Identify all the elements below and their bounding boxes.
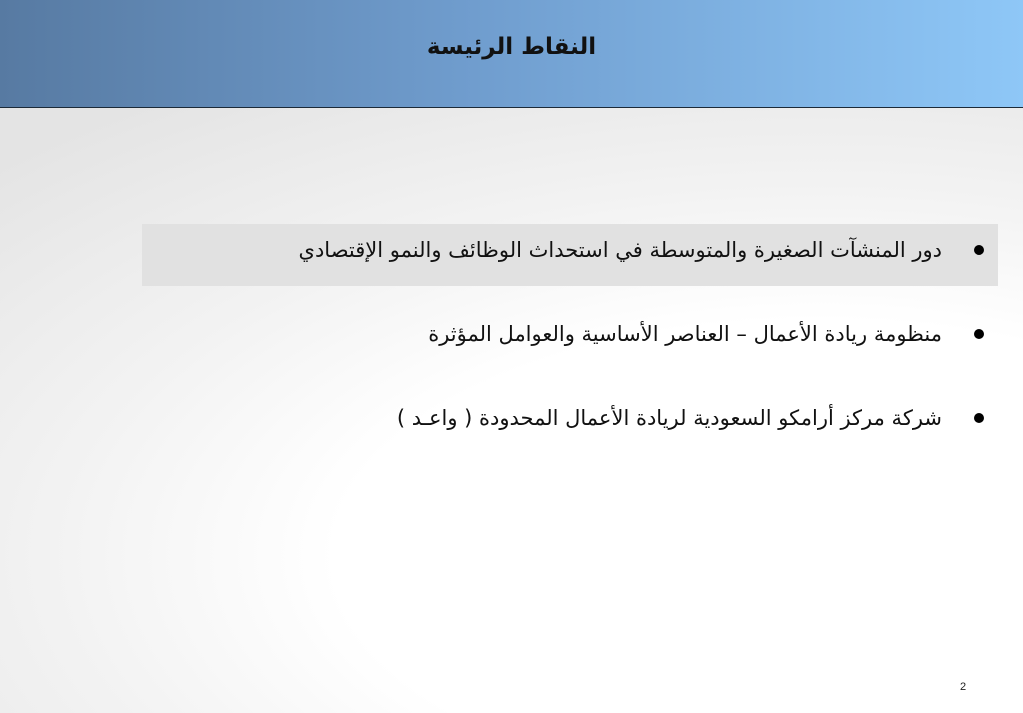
bullet-dot-icon — [974, 413, 984, 423]
title-bar — [0, 0, 1023, 108]
bullet-item — [142, 308, 998, 370]
bullet-text: شركة مركز أرامكو السعودية لريادة الأعمال المحدودة ( واعـد ) — [396, 406, 942, 430]
bullet-text: منظومة ريادة الأعمال – العناصر الأساسية والعوامل المؤثرة — [428, 322, 942, 346]
bullet-list — [142, 224, 998, 476]
bullet-text: دور المنشآت الصغيرة والمتوسطة في استحداث الوظائف والنمو الإقتصادي — [298, 238, 942, 262]
bullet-dot-icon — [974, 329, 984, 339]
page-number: 2 — [960, 681, 967, 693]
bullet-dot-icon — [974, 245, 984, 255]
slide-title: النقاط الرئيسة — [426, 34, 597, 60]
bullet-item — [142, 392, 998, 454]
bullet-item — [142, 224, 998, 286]
